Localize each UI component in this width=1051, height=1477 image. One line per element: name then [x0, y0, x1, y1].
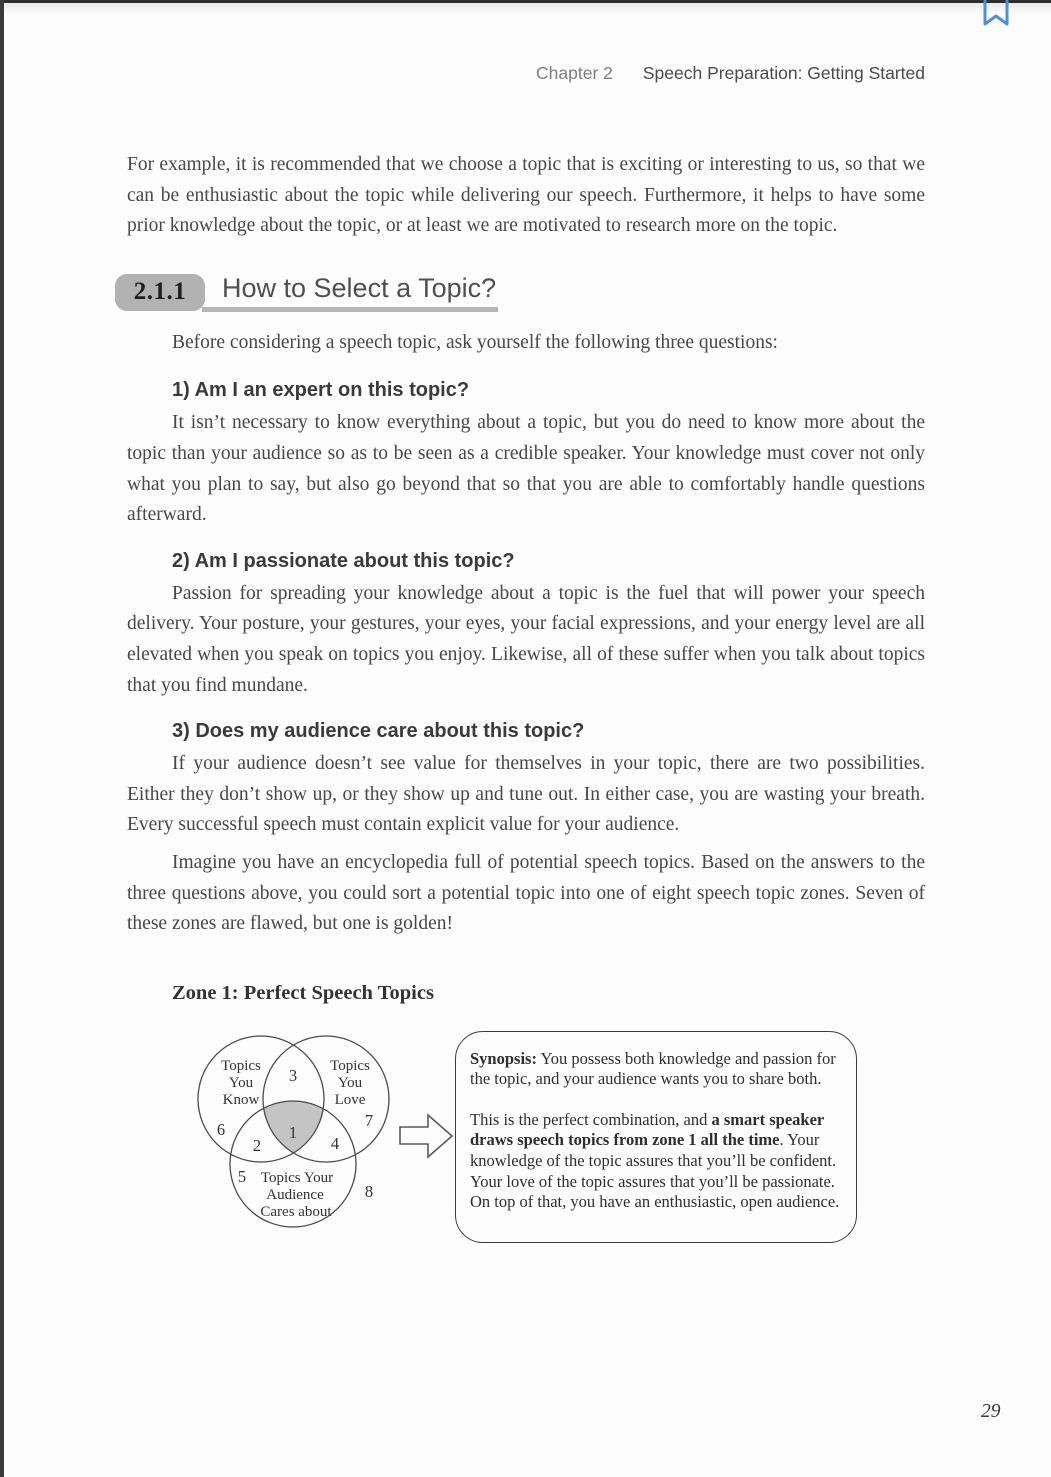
intro-paragraph: For example, it is recommended that we choose a topic that is exciting or interesting to us, so that we can be enthusiastic about the topic while delivering our speech. Furthermore, it helps to have some prior knowledge about the topic, or at least we are motivated to research more on the topic.	[127, 154, 925, 237]
section-title: How to Select a Topic?	[222, 272, 497, 303]
section-heading	[127, 273, 925, 312]
audience-label-line2: Audience	[266, 1186, 324, 1203]
know-label-line3: Know	[222, 1091, 260, 1108]
zone-4-number: 4	[330, 1133, 340, 1153]
question-2-heading: 2) Am I passionate about this topic?	[172, 549, 515, 572]
viewer-top-edge	[0, 0, 1051, 3]
zone-1-number: 1	[288, 1122, 298, 1142]
know-label-line2: You	[228, 1074, 254, 1091]
love-label-line2: You	[337, 1074, 363, 1091]
page-body	[127, 150, 925, 1246]
heading-underline	[202, 307, 498, 312]
right-arrow-icon	[399, 1112, 455, 1160]
zone-6-number: 6	[216, 1119, 226, 1139]
synopsis-paragraph-1: Synopsis: You possess both knowledge and passion for the topic, and your audience wants you to share both.	[470, 1048, 836, 1089]
zone-8-number: 8	[364, 1181, 374, 1201]
question-2-body: Passion for spreading your knowledge about a topic is the fuel that will power your speech delivery. Your posture, your gestures, your eyes, your facial expressions, and your energy level are all elevated when you speak on topics you enjoy. Likewise, all of these suffer when you talk about topics that you find mundane.	[127, 582, 925, 696]
venn-circle-love	[263, 1036, 389, 1162]
zone-7-number: 7	[364, 1110, 374, 1130]
section-lead: Before considering a speech topic, ask yourself the following three questions:	[172, 331, 778, 353]
zone-3-number: 3	[288, 1065, 298, 1085]
question-1-body: It isn’t necessary to know everything about a topic, but you do need to know more about the topic than your audience so as to be seen as a credible speaker. Your knowledge must cover not only what you plan to say, but also go beyond that so that you are able to comfortably handle questions afterward.	[127, 412, 925, 526]
audience-label-line3: Cares about	[260, 1203, 332, 1220]
zone-2-number: 2	[252, 1135, 262, 1155]
running-header	[536, 63, 925, 84]
zone-1-heading: Zone 1: Perfect Speech Topics	[172, 981, 434, 1004]
love-label-line1: Topics	[330, 1057, 370, 1074]
synopsis-label: Synopsis:	[470, 1048, 537, 1068]
question-3-body: If your audience doesn’t see value for themselves in your topic, there are two possibilities. Either they don’t show up, or they show up and tune out. In either case, you are wasting your breath. Every successful speech must contain explicit value for your audience.	[127, 753, 925, 836]
love-label-line3: Love	[334, 1091, 366, 1108]
closing-paragraph: Imagine you have an encyclopedia full of potential speech topics. Based on the answers to the three questions above, you could sort a potential topic into one of eight speech topic zones. Seven of these zones are flawed, but one is golden!	[127, 851, 925, 935]
venn-diagram	[185, 1033, 405, 1245]
page-number: 29	[981, 1401, 1001, 1422]
chapter-title: Speech Preparation: Getting Started	[642, 63, 925, 83]
zone-5-number: 5	[237, 1166, 247, 1186]
question-1-heading: 1) Am I an expert on this topic?	[172, 379, 470, 402]
question-3-heading: 3) Does my audience care about this topic?	[172, 720, 585, 743]
synopsis-box	[455, 1031, 857, 1243]
section-number-badge: 2.1.1	[115, 274, 205, 311]
audience-label-line1: Topics Your	[260, 1169, 334, 1186]
zone-1-figure	[127, 1031, 925, 1246]
know-label-line1: Topics	[221, 1057, 261, 1074]
bookmark-icon[interactable]	[982, 0, 1010, 31]
chapter-label: Chapter 2	[536, 63, 613, 83]
page-top-shadow	[0, 3, 1051, 14]
viewer-left-edge	[0, 0, 4, 1477]
synopsis-bold-claim: a smart speaker draws speech topics from zone 1 all the time	[470, 1109, 824, 1150]
synopsis-paragraph-2: This is the perfect combination, and a smart speaker draws speech topics from zone 1 all the time. Your knowledge of the topic assures that you’ll be confident. Your love of the topic assures that you’ll be passionate. On top of that, you have an enthusiastic, open audience.	[470, 1109, 840, 1212]
